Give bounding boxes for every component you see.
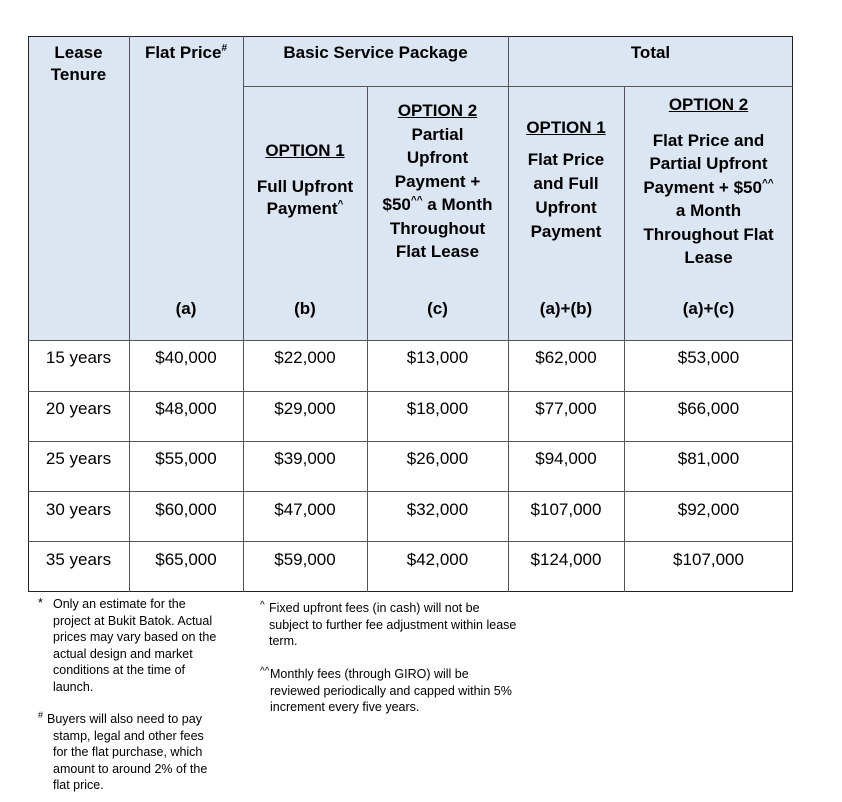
subheader-total-option2: OPTION 2 Flat Price and Partial Upfront Payment + $50^^ a Month Throughout Flat Lease: [643, 95, 774, 267]
header-lease-tenure: Lease Tenure: [50, 43, 107, 84]
row-option2-fee: $26,000: [406, 449, 469, 468]
footnote-estimate: * Only an estimate for the project at Bukit Batok. Actual prices may vary based on the actual design and market conditions at the time of launch.: [38, 596, 217, 694]
row-tenure: 25 years: [45, 449, 112, 468]
row-flat-price: $55,000: [155, 449, 217, 468]
column-key-ac: (a)+(c): [682, 299, 735, 318]
row-total-option2: $107,000: [673, 550, 744, 569]
row-option2-fee: $32,000: [406, 500, 469, 519]
row-total-option1: $124,000: [530, 550, 602, 569]
row-tenure: 15 years: [45, 348, 112, 367]
row-total-option2: $81,000: [677, 449, 740, 468]
row-option1-fee: $29,000: [274, 399, 336, 418]
row-total-option2: $53,000: [677, 348, 740, 367]
row-option1-fee: $39,000: [274, 449, 336, 468]
row-total-option1: $107,000: [530, 500, 602, 519]
row-tenure: 35 years: [45, 550, 112, 569]
row-total-option1: $62,000: [535, 348, 597, 367]
subheader-option2-partial-upfront: OPTION 2 Partial Upfront Payment + $50^^ a Month Throughout Flat Lease: [382, 101, 493, 261]
row-option2-fee: $13,000: [406, 348, 469, 367]
column-key-a: (a): [175, 299, 197, 318]
footnote-upfront-fees: ^ Fixed upfront fees (in cash) will not be subject to further fee adjustment within lease term.: [260, 600, 517, 648]
lease-fees-table: [28, 36, 793, 592]
column-key-c: (c): [427, 299, 448, 318]
header-total: Total: [630, 43, 671, 62]
header-flat-price: Flat Price#: [144, 43, 228, 62]
column-key-b: (b): [294, 299, 316, 318]
row-option1-fee: $59,000: [274, 550, 336, 569]
row-option2-fee: $42,000: [406, 550, 469, 569]
row-flat-price: $48,000: [155, 399, 217, 418]
footnote-monthly-fees: ^^ Monthly fees (through GIRO) will be reviewed periodically and capped within 5% increment every five years.: [260, 666, 512, 714]
row-option1-fee: $22,000: [274, 348, 336, 367]
row-option2-fee: $18,000: [406, 399, 469, 418]
row-option1-fee: $47,000: [274, 500, 336, 519]
footnote-fees: # Buyers will also need to pay stamp, legal and other fees for the flat purchase, which amount to around 2% of the flat price.: [38, 710, 208, 792]
row-flat-price: $65,000: [155, 550, 217, 569]
header-basic-service-package: Basic Service Package: [283, 43, 468, 62]
subheader-option1-full-upfront: OPTION 1 Full Upfront Payment^: [256, 141, 354, 218]
row-total-option2: $66,000: [677, 399, 740, 418]
row-tenure: 20 years: [45, 399, 112, 418]
row-total-option1: $77,000: [535, 399, 597, 418]
row-flat-price: $40,000: [155, 348, 217, 367]
subheader-total-option1: OPTION 1 Flat Price and Full Upfront Payment: [526, 118, 606, 241]
row-total-option1: $94,000: [535, 449, 597, 468]
column-key-ab: (a)+(b): [539, 299, 593, 318]
row-total-option2: $92,000: [677, 500, 740, 519]
row-tenure: 30 years: [45, 500, 112, 519]
row-flat-price: $60,000: [155, 500, 217, 519]
